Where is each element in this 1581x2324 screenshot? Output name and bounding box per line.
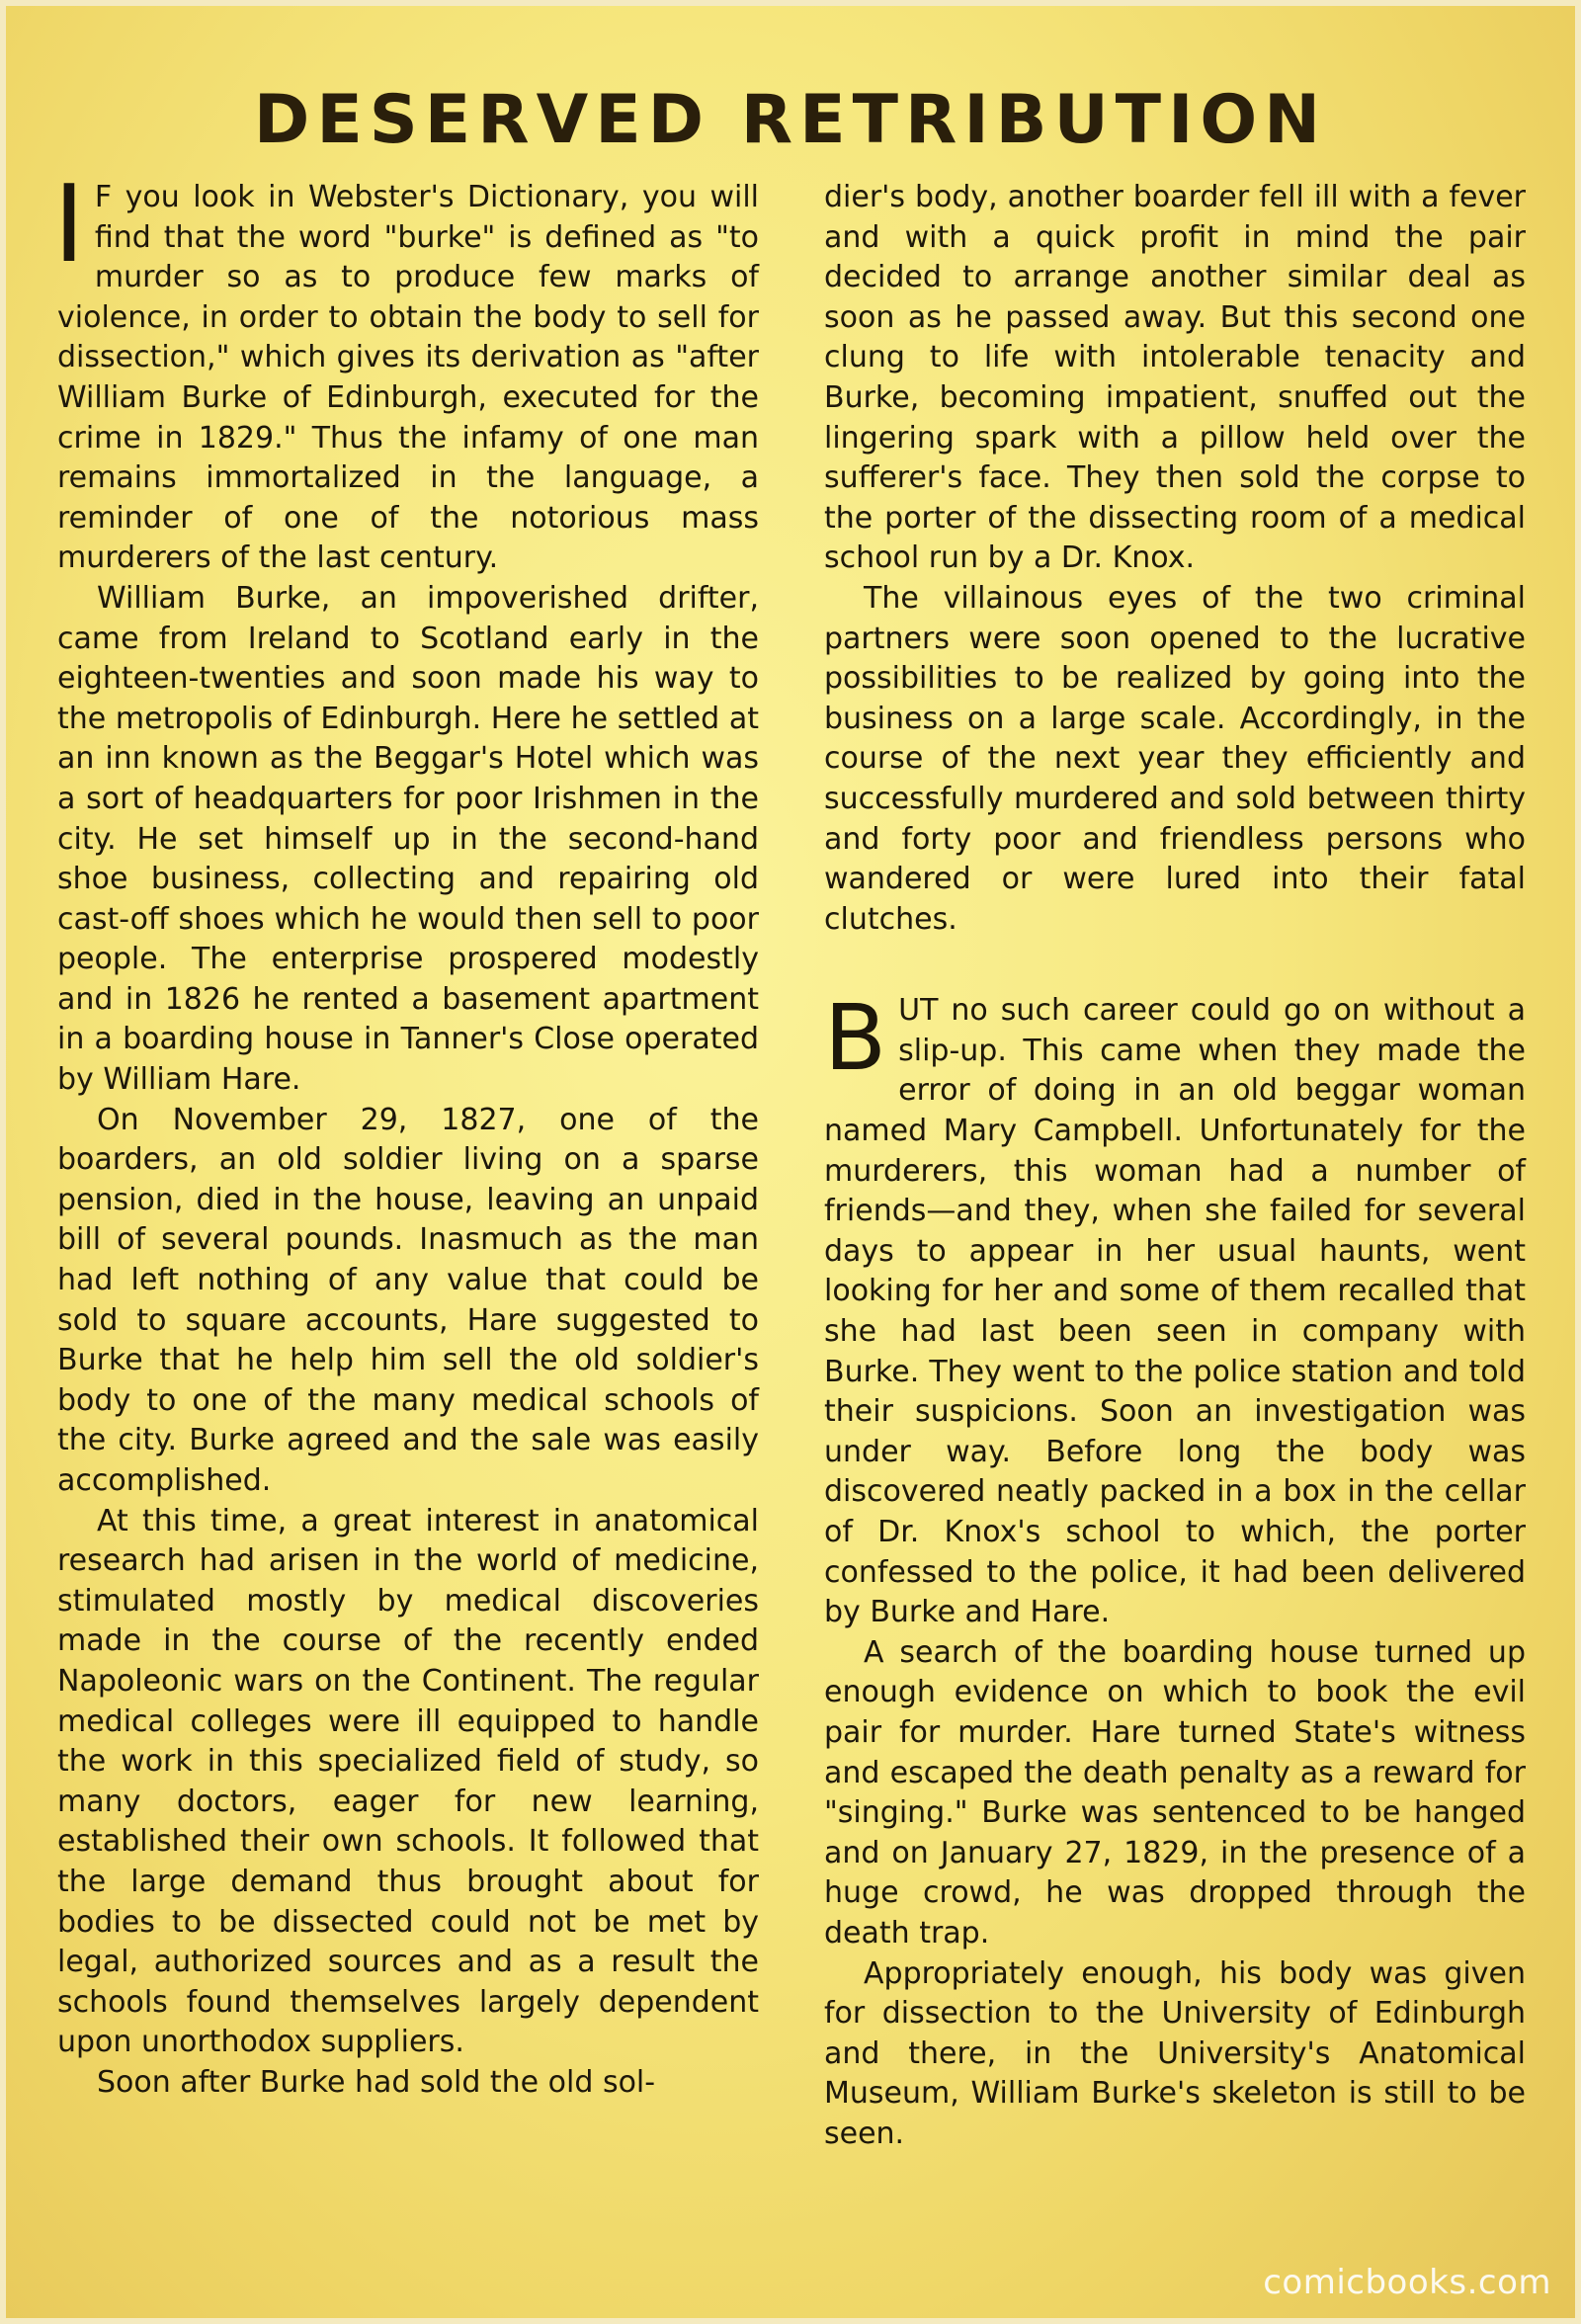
- paragraph-8-text: UT no such career could go on without a slip-up. This came when they made the error of doing in an old beggar woman named Mary Campbell. Unfortunately for the murderers, this woman had a number of friends—and they, when she failed for several days to appear in her usual haunts, went looking for her and some of them recalled that she had last been seen in company with Burke. They went to the police station and told their suspicions. Soon an investigation was under way. Before long the body was discovered neatly packed in a box in the cellar of Dr. Knox's school to which, the porter confessed to the police, it had been delivered by Burke and Hare.: [824, 993, 1526, 1630]
- right-column: [824, 178, 1526, 2155]
- paragraph-2: William Burke, an impoverished drifter, came from Ireland to Scotland early in the eighteen-twenties and soon made his way to the metropolis of Edinburgh. Here he settled at an inn known as the Beggar's Hotel which was a sort of headquarters for poor Irishmen in the city. He set himself up in the second-hand shoe business, collecting and repairing old cast-off shoes which he would then sell to poor people. The enterprise prospered modestly and in 1826 he rented a basement apartment in a boarding house in Tanner's Close operated by William Hare.: [57, 580, 759, 1098]
- paragraph-3: On November 29, 1827, one of the boarders, an old soldier living on a sparse pension, died in the house, leaving an unpaid bill of several pounds. Inasmuch as the man had left nothing of any value that could be sold to square accounts, Hare suggested to Burke that he help him sell the old soldier's body to one of the many medical schools of the city. Burke agreed and the sale was easily accomplished.: [57, 1102, 759, 1498]
- paragraph-8: [824, 985, 1526, 1633]
- paragraph-4: At this time, a great interest in anatomical research had arisen in the world of medicine, stimulated mostly by medical discoveries made in the course of the recently ended Napoleonic wars on the Continent. The regular medical colleges were ill equipped to handle the work in this specialized field of study, so many doctors, eager for new learning, established their own schools. It followed that the large demand thus brought about for bodies to be dissected could not be met by legal, authorized sources and as a result the schools found themselves largely dependent upon unorthodox suppliers.: [57, 1503, 759, 2060]
- drop-cap-i: I: [53, 163, 85, 287]
- paragraph-1-text: F you look in Webster's Dictionary, you will find that the word "burke" is defined as "to murder so as to produce few marks of violence, in order to obtain the body to sell for dissection," which gives its derivation as "after William Burke of Edinburgh, executed for the crime in 1829." Thus the infamy of one man remains immortalized in the language, a reminder of one of the notorious mass murderers of the last century.: [57, 180, 759, 576]
- watermark: comicbooks.com: [1263, 2263, 1551, 2302]
- drop-cap-b: B: [824, 985, 887, 1092]
- paragraph-7: The villainous eyes of the two criminal partners were soon opened to the lucrative possibilities to be realized by going into the business on a large scale. Accordingly, in the course of the next year they efficiently and successfully murdered and sold between thirty and forty poor and friendless persons who wandered or were lured into their fatal clutches.: [824, 580, 1526, 937]
- paragraph-5: Soon after Burke had sold the old sol-: [97, 2064, 656, 2100]
- paragraph-6: dier's body, another boarder fell ill with a fever and with a quick profit in mind the pair decided to arrange another similar deal as soon as he passed away. But this second one clung to life with intolerable tenacity and Burke, becoming impatient, snuffed out the lingering spark with a pillow held over the sufferer's face. They then sold the corpse to the porter of the dissecting room of a medical school run by a Dr. Knox.: [824, 180, 1526, 576]
- section-break: [824, 940, 1526, 991]
- article-title: DESERVED RETRIBUTION: [253, 81, 1328, 159]
- paragraph-1: [53, 163, 759, 579]
- paragraph-10: Appropriately enough, his body was given for dissection to the University of Edinburgh and there, in the University's Anatomical Museum, William Burke's skeleton is still to be seen.: [824, 1955, 1526, 2151]
- paragraph-9: A search of the boarding house turned up enough evidence on which to book the evil pair for murder. Hare turned State's witness and escaped the death penalty as a reward for "singing." Burke was sentenced to be hanged and on January 27, 1829, in the presence of a huge crowd, he was dropped through the death trap.: [824, 1634, 1526, 1950]
- left-column: [53, 163, 759, 2104]
